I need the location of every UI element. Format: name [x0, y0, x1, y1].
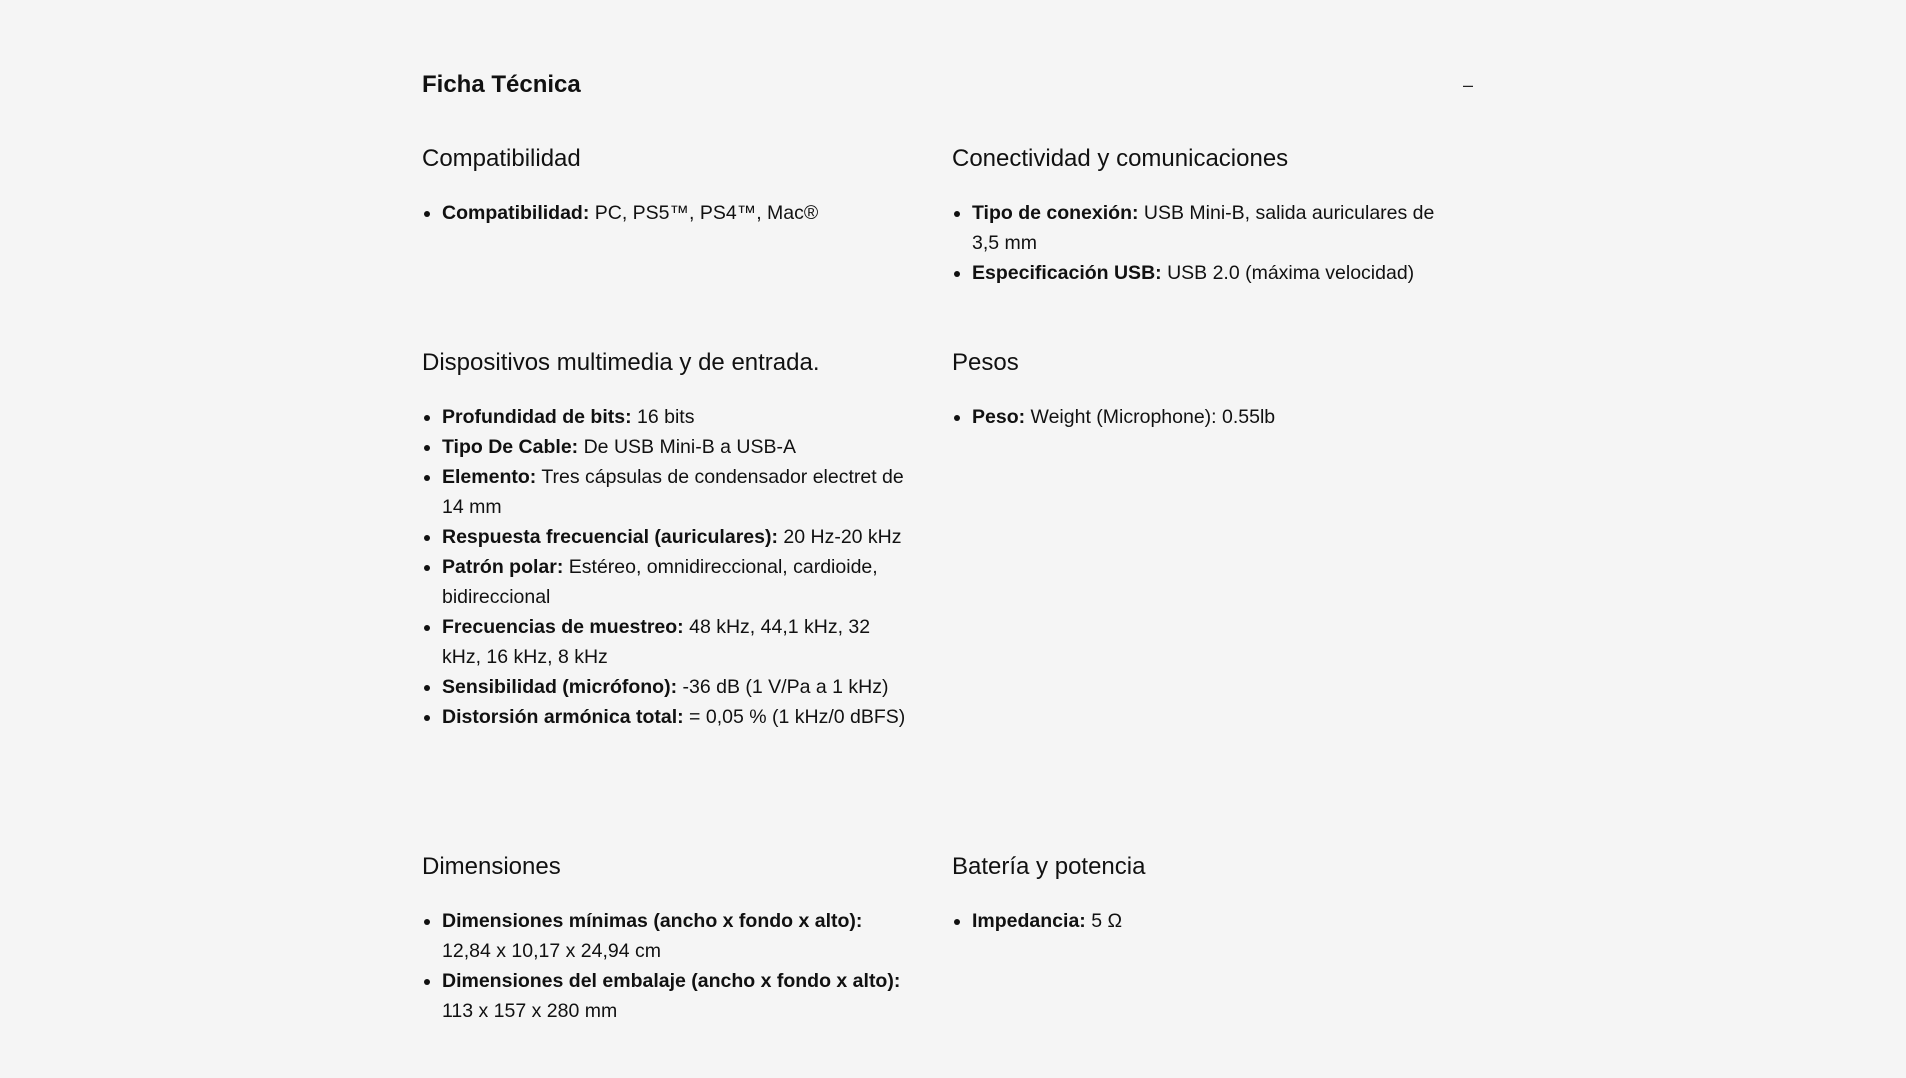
spec-item-sensibilidad: [422, 672, 908, 702]
spec-label: Dimensiones mínimas (ancho x fondo x alto):: [442, 910, 863, 932]
spec-value: 20 Hz-20 kHz: [783, 526, 902, 548]
spec-item-tipo-cable: [422, 432, 908, 462]
spec-value: 12,84 x 10,17 x 24,94 cm: [442, 940, 661, 962]
spec-label: Peso:: [972, 406, 1026, 428]
spec-item-respuesta-frecuencial: [422, 522, 908, 552]
spec-label: Elemento:: [442, 466, 537, 488]
spec-value: Weight (Microphone): 0.55lb: [1030, 406, 1276, 428]
spec-label: Sensibilidad (micrófono):: [442, 676, 678, 698]
spec-label: Distorsión armónica total:: [442, 706, 684, 728]
section-pesos: [952, 346, 1442, 432]
spec-label: Profundidad de bits:: [442, 406, 632, 428]
spec-value: 48 kHz, 44,1 kHz, 32 kHz, 16 kHz, 8 kHz: [442, 616, 871, 668]
spec-value: PC, PS5™, PS4™, Mac®: [594, 202, 819, 224]
spec-item-dimensiones-embalaje: [422, 966, 908, 1026]
section-title: Compatibilidad: [422, 145, 581, 172]
spec-list: [952, 198, 1442, 288]
spec-item-profundidad-bits: [422, 402, 908, 432]
spec-sheet-header: [422, 68, 1482, 102]
spec-item-impedancia: [952, 906, 1442, 936]
section-dimensiones: [422, 850, 908, 1026]
spec-value: = 0,05 % (1 kHz/0 dBFS): [689, 706, 906, 728]
spec-label: Respuesta frecuencial (auriculares):: [442, 526, 778, 548]
spec-value: 16 bits: [637, 406, 695, 428]
spec-list: [422, 402, 908, 732]
spec-label: Tipo De Cable:: [442, 436, 579, 458]
spec-value: Estéreo, omnidireccional, cardioide, bidireccional: [442, 556, 878, 608]
spec-label: Patrón polar:: [442, 556, 564, 578]
spec-label: Dimensiones del embalaje (ancho x fondo x alto):: [442, 970, 901, 992]
spec-value: Tres cápsulas de condensador electret de 14 mm: [442, 466, 904, 518]
spec-label: Compatibilidad:: [442, 202, 590, 224]
spec-list: [952, 906, 1442, 936]
spec-list: [422, 198, 908, 228]
section-compatibilidad: [422, 142, 908, 228]
section-bateria-potencia: [952, 850, 1442, 936]
section-dispositivos-multimedia: [422, 346, 908, 732]
section-title: Dimensiones: [422, 853, 561, 880]
spec-sheet-title: Ficha Técnica: [422, 71, 581, 98]
spec-label: Especificación USB:: [972, 262, 1162, 284]
spec-list: [952, 402, 1442, 432]
spec-item-tipo-conexion: [952, 198, 1442, 258]
spec-item-patron-polar: [422, 552, 908, 612]
spec-item-elemento: [422, 462, 908, 522]
collapse-button[interactable]: –: [1454, 68, 1482, 102]
spec-item-dimensiones-minimas: [422, 906, 908, 966]
spec-value: 113 x 157 x 280 mm: [442, 1000, 618, 1022]
section-conectividad: [952, 142, 1442, 288]
spec-value: 5 Ω: [1091, 910, 1123, 932]
spec-item-compatibilidad: [422, 198, 908, 228]
section-title: Batería y potencia: [952, 853, 1146, 880]
spec-item-frecuencias-muestreo: [422, 612, 908, 672]
spec-item-distorsion-armonica: [422, 702, 908, 732]
spec-list: [422, 906, 908, 1026]
spec-label: Impedancia:: [972, 910, 1086, 932]
spec-item-especificacion-usb: [952, 258, 1442, 288]
spec-value: USB Mini-B, salida auriculares de 3,5 mm: [972, 202, 1435, 254]
spec-value: USB 2.0 (máxima velocidad): [1167, 262, 1415, 284]
section-title: Pesos: [952, 349, 1019, 376]
spec-value: De USB Mini-B a USB-A: [583, 436, 796, 458]
spec-label: Frecuencias de muestreo:: [442, 616, 684, 638]
section-title: Conectividad y comunicaciones: [952, 145, 1289, 172]
spec-item-peso: [952, 402, 1442, 432]
spec-value: -36 dB (1 V/Pa a 1 kHz): [682, 676, 889, 698]
spec-label: Tipo de conexión:: [972, 202, 1139, 224]
section-title: Dispositivos multimedia y de entrada.: [422, 349, 820, 376]
